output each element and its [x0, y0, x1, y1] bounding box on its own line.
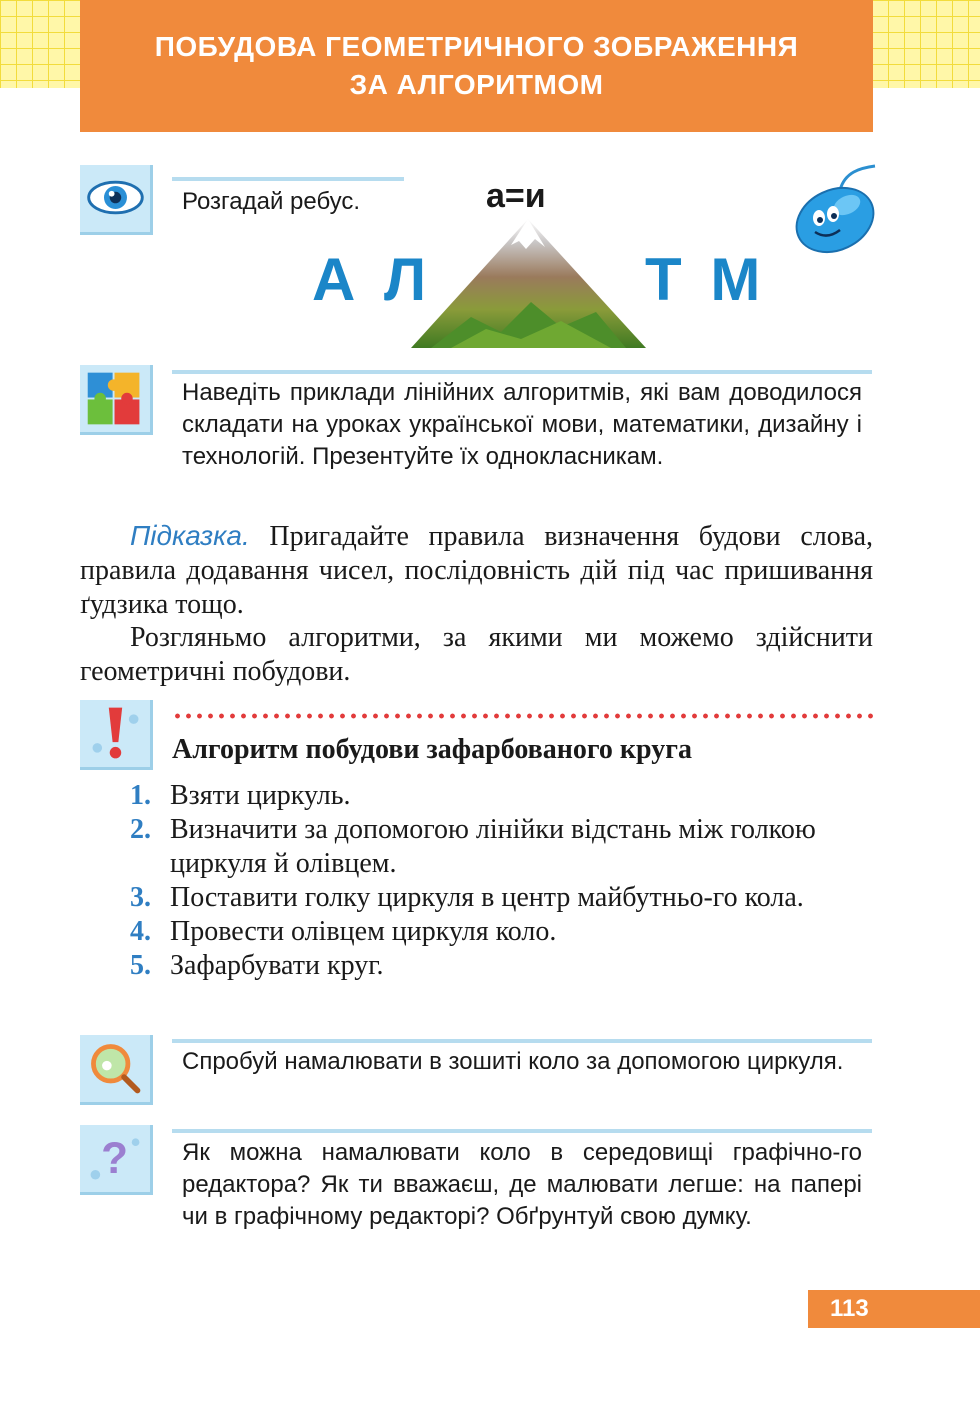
step-number: 5.: [130, 950, 151, 981]
page-title-line1: ПОБУДОВА ГЕОМЕТРИЧНОГО ЗОБРАЖЕННЯ: [154, 31, 799, 62]
exclamation-icon: [80, 700, 153, 770]
step-text: Поставити голку циркуля в центр майбутньо-го кола.: [170, 882, 804, 913]
list-item: [130, 915, 875, 949]
step-text: Зафарбувати круг.: [170, 950, 384, 981]
section-line-task2: [172, 1039, 872, 1043]
step-text: Взяти циркуль.: [170, 780, 351, 811]
grid-decoration-right: [872, 0, 980, 88]
eye-icon: [80, 165, 153, 235]
step-number: 1.: [130, 780, 151, 811]
task3-text: Як можна намалювати коло в середовищі графічно-го редактора? Як ти вважаєш, де малювати легше: на папері чи в графічному редакторі? Обґрунтуй свою думку.: [182, 1139, 862, 1230]
algorithm-steps-list: [130, 779, 875, 983]
section-line-task1: [172, 370, 872, 374]
list-item: [130, 779, 875, 813]
hint-text: Пригадайте правила визначення будови слова, правила додавання чисел, послідовність дій під час пришивання ґудзика тощо.: [80, 521, 873, 620]
intro-paragraph: Розгляньмо алгоритми, за якими ми можемо здійснити геометричні побудови.: [80, 622, 873, 687]
rebus-hint-formula: а=и: [486, 177, 546, 215]
rebus-letters-right: Т М: [645, 246, 767, 313]
grid-decoration-left: [0, 0, 80, 88]
puzzle-icon: [80, 365, 153, 435]
step-number: 4.: [130, 916, 151, 947]
mountain-image: [411, 217, 646, 348]
task1-text: Наведіть приклади лінійних алгоритмів, які вам доводилося складати на уроках української мови, математики, дизайну і технологій. Презентуйте їх однокласникам.: [182, 379, 862, 470]
computer-mouse-mascot: [785, 160, 895, 260]
dotted-separator: [172, 713, 877, 719]
section-line-task3: [172, 1129, 872, 1133]
page-number: 113: [808, 1290, 980, 1328]
svg-text:?: ?: [101, 1133, 128, 1183]
list-item: [130, 881, 875, 915]
list-item: [130, 949, 875, 983]
magnifier-icon: [80, 1035, 153, 1105]
task2-text: Спробуй намалювати в зошиті коло за допомогою циркуля.: [182, 1048, 844, 1075]
step-text: Визначити за допомогою лінійки відстань між голкою циркуля й олівцем.: [170, 814, 816, 879]
page-title-line2: ЗА АЛГОРИТМОМ: [349, 69, 604, 100]
hint-label: Підказка.: [130, 520, 250, 551]
list-item: [130, 813, 875, 881]
step-number: 3.: [130, 882, 151, 913]
rebus-instruction: Розгадай ребус.: [182, 188, 361, 215]
section-line-rebus: [172, 177, 404, 181]
rebus-letters-left: А Л: [312, 246, 433, 313]
question-icon: [80, 1125, 153, 1195]
hint-paragraph: [80, 519, 873, 622]
step-text: Провести олівцем циркуля коло.: [170, 916, 557, 947]
page-title-banner: [80, 0, 873, 132]
algorithm-title: Алгоритм побудови зафарбованого круга: [172, 734, 692, 765]
step-number: 2.: [130, 814, 151, 845]
